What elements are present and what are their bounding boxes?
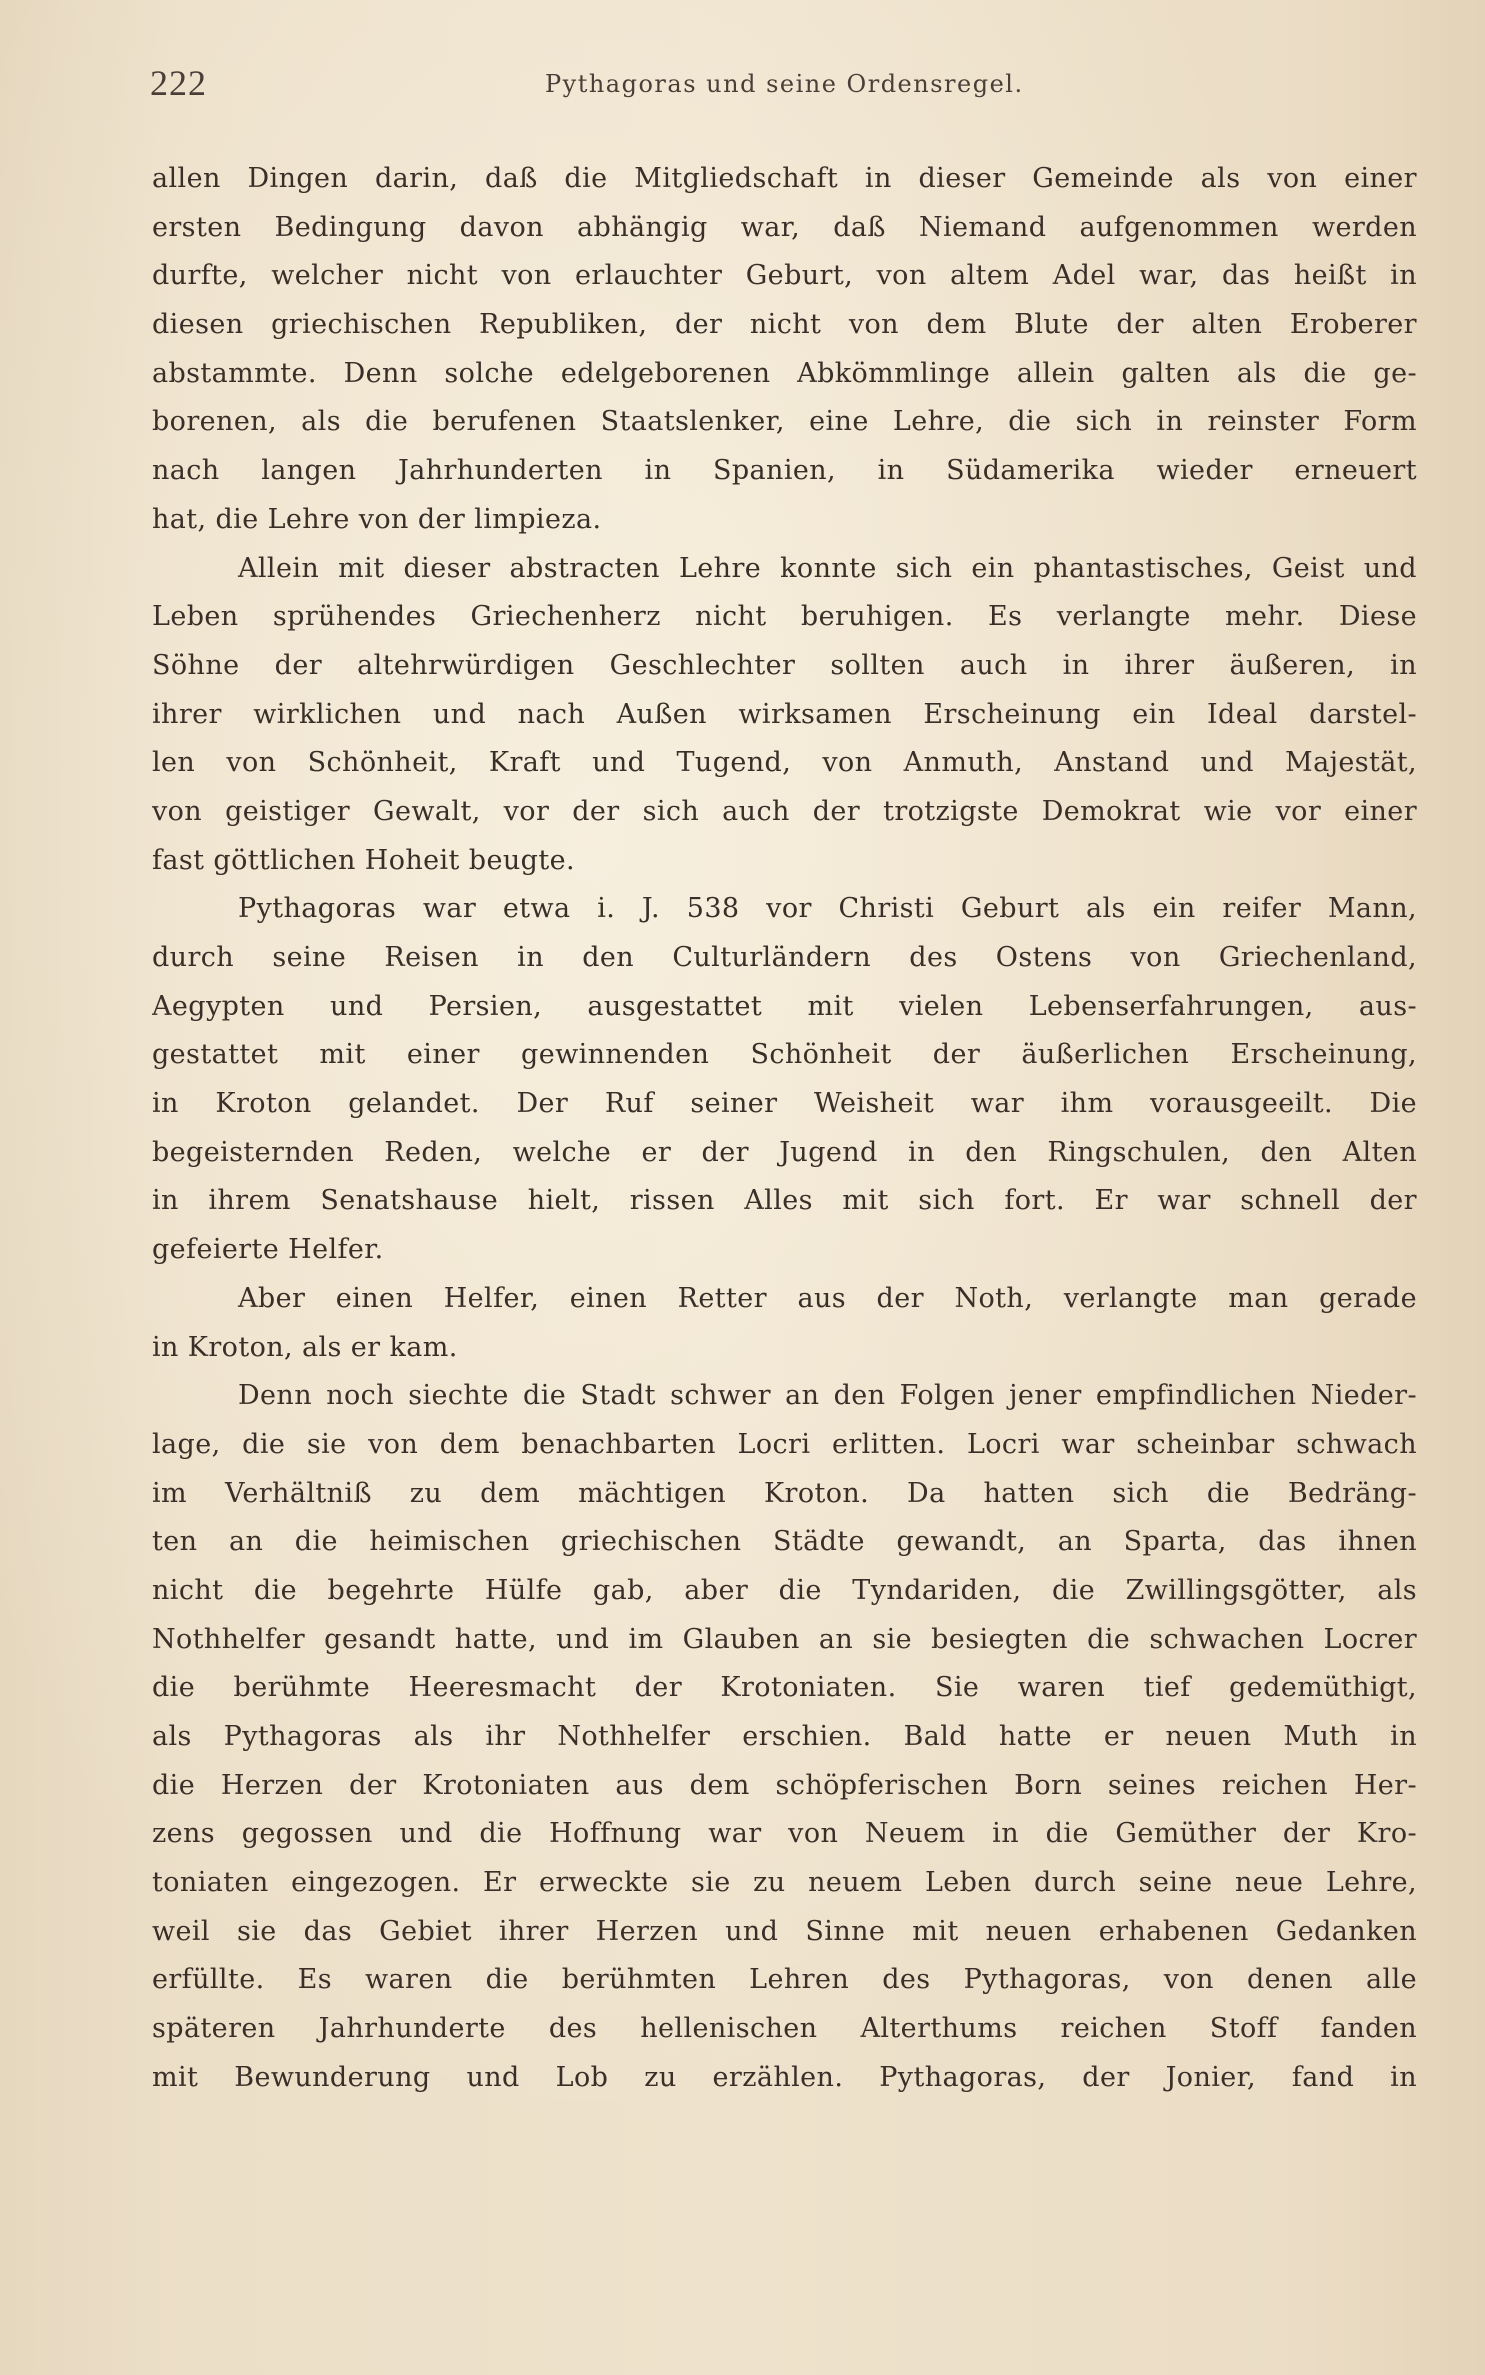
text-line: len von Schönheit, Kraft und Tugend, von Anmuth, Anstand und Majestät, <box>152 747 1417 779</box>
running-title: Pythagoras und seine Ordensregel. <box>545 70 1024 98</box>
text-line: Aber einen Helfer, einen Retter aus der Noth, verlangte man gerade <box>238 1282 1417 1314</box>
text-line: nach langen Jahrhunderten in Spanien, in Südamerika wieder erneuert <box>152 455 1417 487</box>
text-line: abstammte. Denn solche edelgeborenen Abkömmlinge allein galten als die ge- <box>152 357 1417 389</box>
text-line: durfte, welcher nicht von erlauchter Geburt, von altem Adel war, das heißt in <box>152 260 1417 292</box>
text-line: Pythagoras war etwa i. J. 538 vor Christi Geburt als ein reifer Mann, <box>238 893 1417 925</box>
text-line: späteren Jahrhunderte des hellenischen Alterthums reichen Stoff fanden <box>152 2013 1417 2045</box>
text-line: als Pythagoras als ihr Nothhelfer erschien. Bald hatte er neuen Muth in <box>152 1721 1417 1752</box>
text-line: in Kroton, als er kam. <box>152 1331 458 1363</box>
text-line: Söhne der altehrwürdigen Geschlechter sollten auch in ihrer äußeren, in <box>152 649 1417 681</box>
text-line: allen Dingen darin, daß die Mitgliedschaft in dieser Gemeinde als von einer <box>152 163 1417 194</box>
text-line: borenen, als die berufenen Staatslenker, eine Lehre, die sich in reinster Form <box>152 406 1417 438</box>
text-line: von geistiger Gewalt, vor der sich auch der trotzigste Demokrat wie vor einer <box>152 795 1417 827</box>
text-line: die berühmte Heeresmacht der Krotoniaten. Sie waren tief gedemüthigt, <box>152 1672 1417 1704</box>
text-line: mit Bewunderung und Lob zu erzählen. Pythagoras, der Jonier, fand in <box>152 2061 1417 2093</box>
text-line: in ihrem Senatshause hielt, rissen Alles mit sich fort. Er war schnell der <box>152 1185 1417 1217</box>
text-line: Allein mit dieser abstracten Lehre konnte sich ein phantastisches, Geist und <box>238 552 1417 584</box>
text-line: erfüllte. Es waren die berühmten Lehren des Pythagoras, von denen alle <box>152 1964 1417 1996</box>
text-line: fast göttlichen Hoheit beugte. <box>152 844 575 876</box>
text-line: im Verhältniß zu dem mächtigen Kroton. Da hatten sich die Bedräng- <box>152 1477 1417 1509</box>
text-line: ihrer wirklichen und nach Außen wirksamen Erscheinung ein Ideal darstel- <box>152 698 1417 730</box>
text-line: lage, die sie von dem benachbarten Locri erlitten. Locri war scheinbar schwach <box>152 1428 1417 1460</box>
text-line: durch seine Reisen in den Culturländern des Ostens von Griechenland, <box>152 942 1417 973</box>
text-line: Aegypten und Persien, ausgestattet mit vielen Lebenserfahrungen, aus- <box>152 990 1417 1022</box>
text-line: ersten Bedingung davon abhängig war, daß Niemand aufgenommen werden <box>152 211 1417 243</box>
text-line: weil sie das Gebiet ihrer Herzen und Sinne mit neuen erhabenen Gedanken <box>152 1915 1417 1947</box>
text-line: gestattet mit einer gewinnenden Schönheit der äußerlichen Erscheinung, <box>152 1039 1417 1071</box>
text-line: die Herzen der Krotoniaten aus dem schöpferischen Born seines reichen Her- <box>152 1769 1417 1801</box>
text-line: toniaten eingezogen. Er erweckte sie zu neuem Leben durch seine neue Lehre, <box>152 1867 1417 1899</box>
text-line: hat, die Lehre von der limpieza. <box>152 503 602 535</box>
text-line: Denn noch siechte die Stadt schwer an den Folgen jener empfindlichen Nieder- <box>238 1380 1417 1412</box>
text-line: Nothhelfer gesandt hatte, und im Glauben an sie besiegten die schwachen Locrer <box>152 1623 1417 1655</box>
page-header <box>150 62 1420 112</box>
text-line: diesen griechischen Republiken, der nicht von dem Blute der alten Eroberer <box>152 309 1417 341</box>
text-line: zens gegossen und die Hoffnung war von Neuem in die Gemüther der Kro- <box>152 1818 1417 1850</box>
text-line: Leben sprühendes Griechenherz nicht beruhigen. Es verlangte mehr. Diese <box>152 601 1417 633</box>
page-number: 222 <box>150 63 207 103</box>
text-line: in Kroton gelandet. Der Ruf seiner Weisheit war ihm vorausgeeilt. Die <box>152 1088 1417 1120</box>
text-line: nicht die begehrte Hülfe gab, aber die Tyndariden, die Zwillingsgötter, als <box>152 1574 1417 1606</box>
text-line: ten an die heimischen griechischen Städte gewandt, an Sparta, das ihnen <box>152 1526 1417 1558</box>
body-text <box>152 155 1417 2103</box>
text-line: begeisternden Reden, welche er der Jugend in den Ringschulen, den Alten <box>152 1136 1417 1168</box>
text-line: gefeierte Helfer. <box>152 1234 384 1266</box>
